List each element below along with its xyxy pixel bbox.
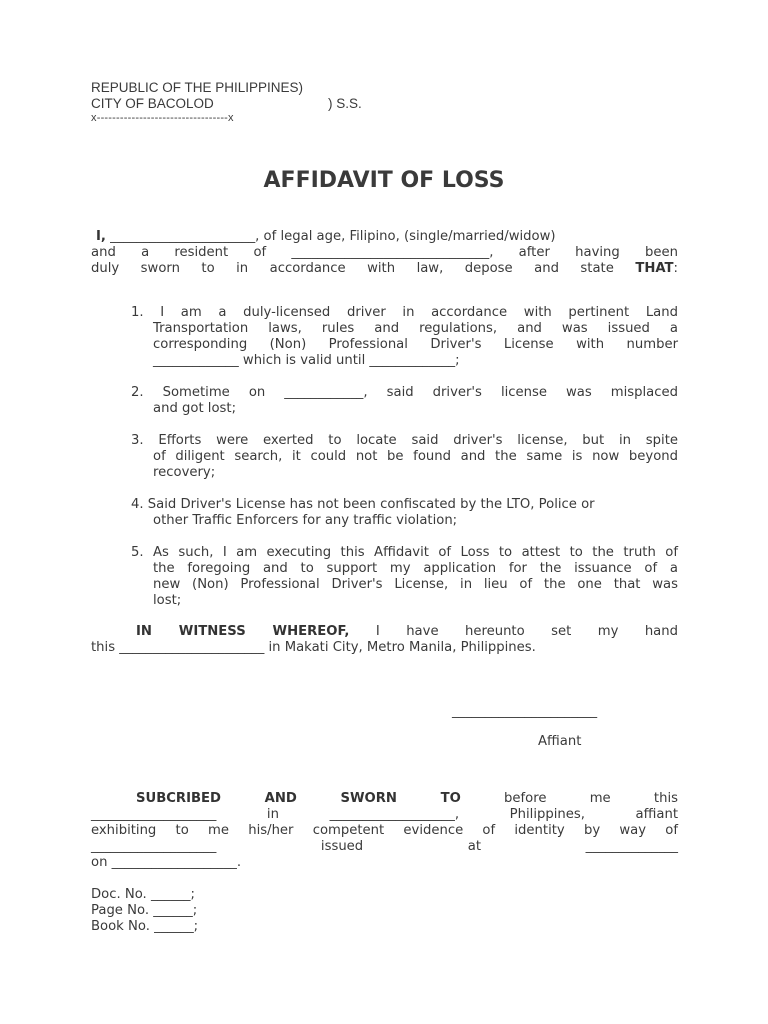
header-republic: REPUBLIC OF THE PHILIPPINES): [91, 80, 304, 95]
jurat-line-1: [136, 791, 678, 806]
item-2-line-1: 2. Sometime on ____________, said driver's license was misplaced: [131, 385, 678, 400]
item-5-line-1: 5. As such, I am executing this Affidavit of Loss to attest to the truth of: [131, 545, 678, 560]
intro-that: THAT: [635, 261, 674, 276]
item-1-line-4: _____________ which is valid until _____________;: [153, 353, 460, 368]
item-5-line-4: lost;: [153, 593, 182, 608]
jurat-line-3: exhibiting to me his/her competent evidence of identity by way of: [91, 823, 678, 838]
intro-line-3: [91, 261, 678, 276]
witness-whereof: IN WITNESS WHEREOF,: [136, 624, 350, 639]
header-city: CITY OF BACOLOD: [91, 96, 214, 111]
item-5-line-2: the foregoing and to support my application for the issuance of a: [153, 561, 678, 576]
jurat-line-1-text: before me this: [504, 791, 678, 806]
item-2-line-2: and got lost;: [153, 401, 237, 416]
witness-line-2: this ______________________ in Makati City, Metro Manila, Philippines.: [91, 640, 536, 655]
book-number: Book No. ______;: [91, 919, 199, 934]
intro-line-1: [96, 229, 556, 244]
header-separator: x----------------------------------x: [91, 112, 234, 124]
item-3-line-1: 3. Efforts were exerted to locate said driver's license, but in spite: [131, 433, 678, 448]
intro-line-2: and a resident of ______________________________, after having been: [91, 245, 678, 260]
jurat-line-2: ___________________ in ___________________, Philippines, affiant: [91, 807, 678, 822]
item-3-line-3: recovery;: [153, 465, 216, 480]
item-5-line-3: new (Non) Professional Driver's License, in lieu of the one that was: [153, 577, 678, 592]
witness-line-1: [136, 624, 678, 639]
item-1-line-1: 1. I am a duly-licensed driver in accordance with pertinent Land: [131, 305, 678, 320]
item-1-line-2: Transportation laws, rules and regulations, and was issued a: [153, 321, 678, 336]
jurat-sworn: SUBCRIBED AND SWORN TO: [136, 791, 461, 806]
document-title: AFFIDAVIT OF LOSS: [263, 168, 505, 193]
jurat-line-4: ___________________ issued at ______________: [91, 839, 678, 854]
jurat-line-5: on ___________________.: [91, 855, 242, 870]
item-3-line-2: of diligent search, it could not be found and the same is now beyond: [153, 449, 678, 464]
item-1-line-3: corresponding (Non) Professional Driver's License with number: [153, 337, 678, 352]
intro-colon: :: [673, 261, 678, 276]
item-4-line-1: 4. Said Driver's License has not been confiscated by the LTO, Police or: [131, 497, 595, 512]
header-ss: ) S.S.: [328, 96, 362, 111]
signature-label: Affiant: [538, 734, 582, 749]
witness-line-1-text: I have hereunto set my hand: [375, 624, 678, 639]
doc-number: Doc. No. ______;: [91, 887, 195, 902]
intro-line-1-text: ______________________, of legal age, Filipino, (single/married/widow): [105, 229, 556, 244]
item-4-line-2: other Traffic Enforcers for any traffic violation;: [153, 513, 458, 528]
page-number: Page No. ______;: [91, 903, 198, 918]
intro-pronoun: I,: [96, 229, 106, 244]
intro-line-3-text: duly sworn to in accordance with law, depose and state: [91, 261, 614, 276]
signature-line: ______________________: [452, 704, 598, 719]
